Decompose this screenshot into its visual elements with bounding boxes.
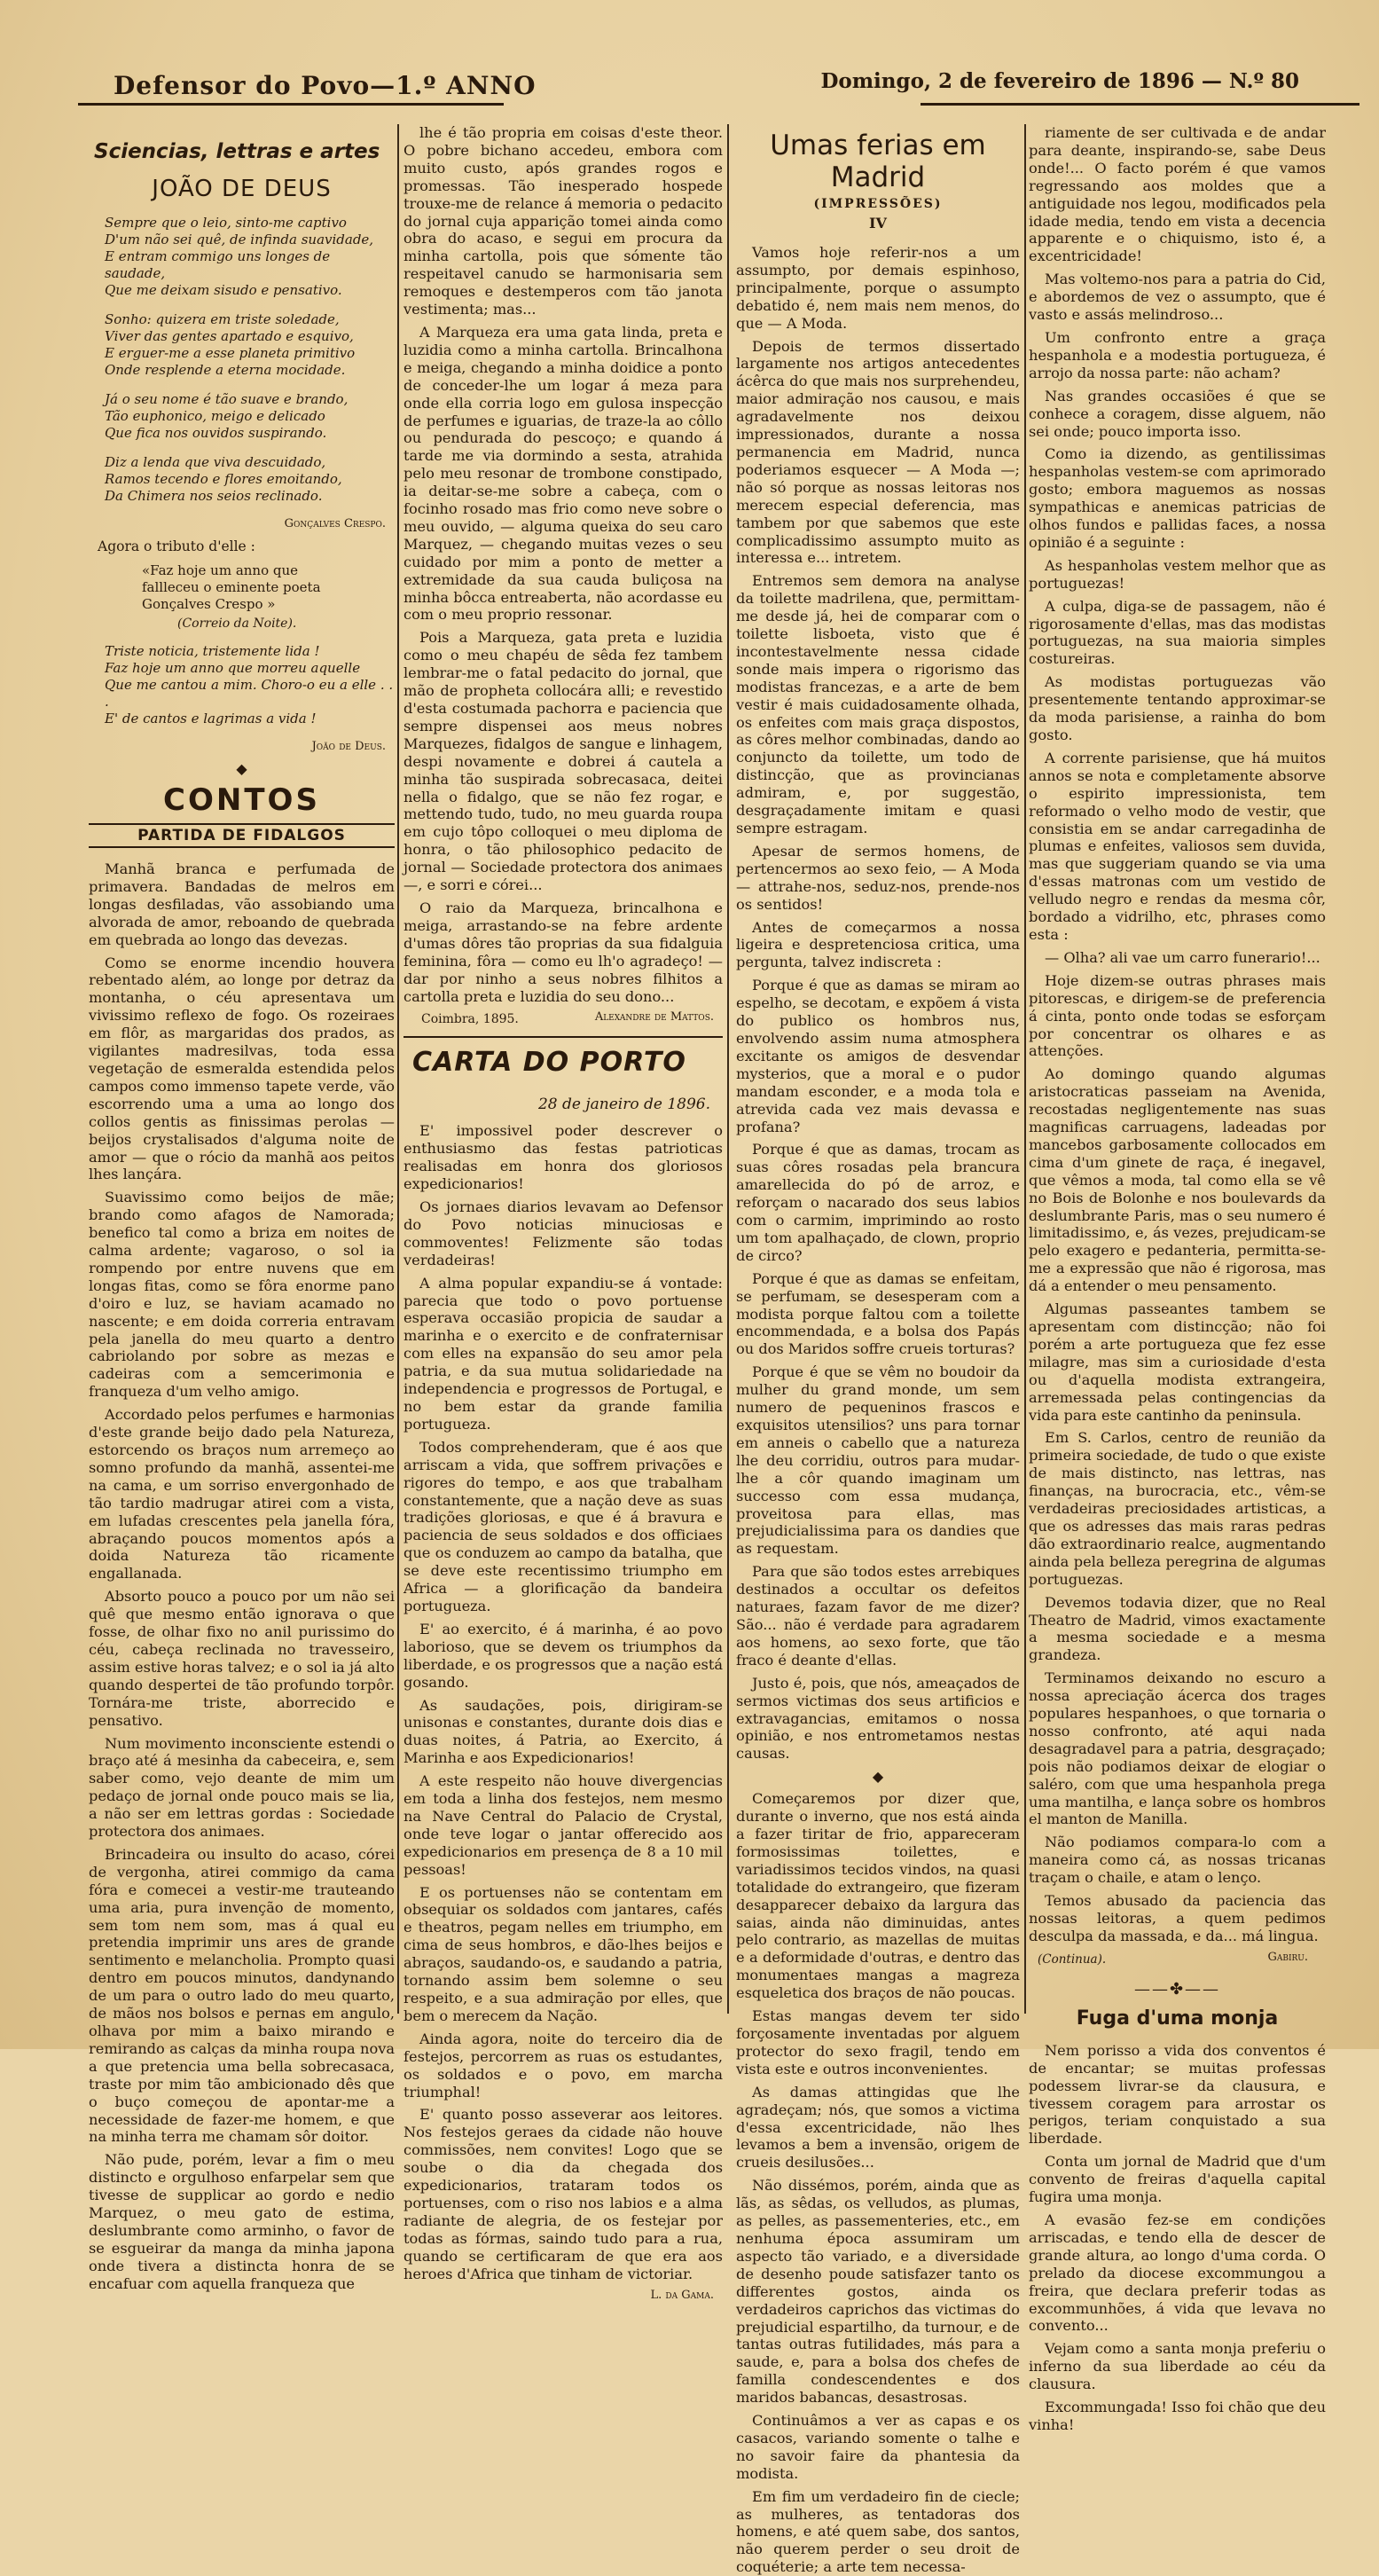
article-body [404, 1122, 723, 2282]
paragraph: Suavissimo como beijos de mãe; brando como afagos de Namorada; benefico tal como a briza em noites de calma ardente; vagaroso, o sol ia rompendo por entre nuvens que em longas fitas, como se fôra enorme pano d'oiro e luz, se haviam acamado no nascente; e em doida correria entravam pela janella do meu quarto a dentro cabriolando por sobre as mezas e cadeiras com a semcerimonia e franqueza d'um velho amigo. [89, 1189, 395, 1401]
paragraph: Antes de começarmos a nossa ligeira e despretenciosa critica, uma pergunta, talvez indiscreta : [736, 918, 1020, 971]
paragraph: As damas attingidas que lhe agradeçam; nós, que somos a victima d'essa excentricidade, não lhes levamos a bem a invensão, origem de crueis desilusões... [736, 2083, 1020, 2172]
paragraph: Vejam como a santa monja preferiu o inferno da sua liberdade ao céu da clausura. [1029, 2340, 1326, 2393]
masthead-date: Domingo, 2 de fevereiro de 1896 — N.º 80 [820, 69, 1299, 93]
verse-line: Onde resplende a eterna mocidade. [105, 362, 346, 378]
verse-line: E erguer-me a esse planeta primitivo [105, 345, 356, 361]
article-body-continued [1029, 124, 1326, 1945]
paragraph: lhe é tão propria em coisas d'este theor. O pobre bichano accedeu, embora com muito custo, após grandes rogos e promessas. Tão inesperado hospede trouxe-me de relance á memoria o pedacito do jornal cuja apparição tomei ainda como obra do acaso, e segui em procura da minha cartolla, pois que sómente tão respeitavel canudo se harmonisaria sem remoques e destemperos com tão janota vestimenta; mas... [404, 124, 723, 318]
quote-source: (Correio da Noite). [177, 617, 297, 631]
masthead-rule-left [78, 103, 504, 106]
story-body-continued [404, 124, 723, 1005]
verse-line: Que me cantou a mim. Choro-o eu a elle . . . [105, 677, 394, 710]
paragraph: Os jornaes diarios levavam ao Defensor do Povo noticias minuciosas e commoventes! Felizmente são todas verdadeiras! [404, 1198, 723, 1268]
paragraph: A corrente parisiense, que há muitos annos se nota e completamente absorve o espirito impressionista, tem reformado o velho modo de vestir, que consistia em se andar carregadinha de plumas e enfeites, valiosos sem duvida, mas que suggeriam quando se via uma d'essas matronas com um vestido de velludo negro e rendas da mesma côr, bordado a vidrilho, etc, phrases como esta : [1029, 749, 1326, 943]
column-2 [404, 124, 723, 2302]
paragraph: Depois de termos dissertado largamente nos artigos antecedentes ácêrca do que mais nos surprehendeu, maior admiração nos causou, e mais agradavelmente nos deixou impressionados, durante a nossa permanencia em Madrid, nunca poderiamos esquecer — A Moda —; não só porque as nossas leitoras nos merecem especial deferencia, mas tambem por que sabemos que este complicadissimo assumpto muito as interessa e... intretem. [736, 337, 1020, 567]
paragraph: Justo é, pois, que nós, ameaçados de sermos victimas dos seus artificios e extravagancias, emitamos o nossa opinião, e nos entrometamos nestas causas. [736, 1674, 1020, 1763]
article-title: CARTA DO PORTO [412, 1047, 686, 1079]
paragraph: Porque é que as damas se miram ao espelho, se decotam, e expõem á vista do publico os hombros nus, envolvendo assim numa atmosphera excitante os amigos de desvendar mysterios, que a moral e o pudor mandam esconder, e a moda tola e atrevida cada vez mais devassa e profana? [736, 977, 1020, 1135]
paragraph: Não pude, porém, levar a fim o meu distincto e orgulhoso enfarpelar sem que tivesse de supplicar ao gordo e nedio Marquez, o meu gato de estima, deslumbrante como arminho, o favor de se esgueirar da manga da minha japona onde tivera a distincta honra de se encafuar com aquella franqueza que [89, 2151, 395, 2292]
section-heading: Sciencias, lettras e artes [94, 140, 380, 163]
paragraph: Absorto pouco a pouco por um não sei quê que mesmo então ignorava o que fosse, de olhar fixo no anil purissimo do céu, cabeça reclinada no travesseiro, assim estive horas talvez; e o sol ia já alto quando despertei de tão profundo torpôr. Tornára-me triste, aborrecido e pensativo. [89, 1588, 395, 1729]
column-3 [736, 124, 1020, 2576]
paragraph: As saudações, pois, dirigiram-se unisonas e constantes, durante dois dias e duas noites, á Patria, ao Exercito, á Marinha e aos Expedicionarios! [404, 1696, 723, 1767]
paragraph: Accordado pelos perfumes e harmonias d'este grande beijo dado pela Natureza, estorcendo os braços num arremeço ao somno profundo da manhã, assentei-me na cama, e um sorriso envergonhado de tão tardio madrugar atirei com a vista, em lufadas crescentes pela janella fóra, abraçando poucos momentos após a doida Natureza tão ricamente engallanada. [89, 1406, 395, 1583]
article-title: Umas ferias em Madrid [770, 130, 986, 193]
masthead-rule-right [921, 103, 1359, 106]
diamond-ornament: ◆ [236, 760, 247, 777]
story-body [89, 860, 395, 2293]
paragraph: Pois a Marqueza, gata preta e luzidia como o meu chapéu de sêda fez tambem lembrar-me o fatal pedacito do jornal, que mão de propheta collocára alli; e revestido d'esta costumada pachorra e paciencia que sempre dispensei aos meus nobres Marquezes, fidalgos de sangue e linhagem, despi novamente e dobrei á cautela a minha tão suspirada sobrecasaca, deitei nella o fidalgo, que se não fez rogar, e mettendo tudo, tudo, no meu guarda roupa em cujo tôpo colloquei o meu diploma de honra, o tão philosophico pedacito de jornal — Sociedade protectora dos animaes —, e sorri e córei... [404, 629, 723, 894]
continued-note: (Continua). [1038, 1952, 1107, 1967]
masthead-title: Defensor do Povo—1.º ANNO [114, 71, 537, 100]
ornament-divider: ——✤—— [1133, 1979, 1221, 1999]
paragraph: Porque é que as damas, trocam as suas côres rosadas pela brancura amarellecida do pó de arroz, e reforçam o nacarado dos seus labios com o carmim, imprimindo ao rosto um tom apalhaçado, de clown, proprio de circo? [736, 1141, 1020, 1264]
poem-stanza [105, 643, 395, 727]
column-rule [727, 124, 729, 2014]
paragraph: E' quanto posso asseverar aos leitores. Nos festejos geraes da cidade não houve commissões, nem convites! Logo que se soube o dia da chegada dos expedicionarios, trataram todos os portuenses, com o riso nos labios e a alma radiante de alegria, de os festejar por todas as fórmas, saindo tudo para a rua, quando se certificaram de que era aos heroes d'Africa que tinham de victoriar. [404, 2106, 723, 2282]
paragraph: Como ia dizendo, as gentilissimas hespanholas vestem-se com aprimorado gosto; embora maguemos as nossas sympathicas e anemicas patricias de olhos fundos e pallidas faces, a nossa opinião é a seguinte : [1029, 445, 1326, 551]
paragraph: Terminamos deixando no escuro a nossa apreciação ácerca dos trages populares hespanhoes, o que tornaria o nosso confronto, até aqui nada desagradavel para a patria, desgraçado; pois não podiamos deixar de elogiar o saléro, com que uma hespanhola prega uma mantilha, e lança sobre os hombros el manton de Manilla. [1029, 1669, 1326, 1828]
article-body [736, 1790, 1020, 2576]
verse-line: Diz a lenda que viva descuidado, [105, 454, 326, 470]
paragraph: As hespanholas vestem melhor que as portuguezas! [1029, 556, 1326, 592]
paragraph: Vamos hoje referir-nos a um assumpto, por demais espinhoso, principalmente, porque o assumpto debatido é, nem mais nem menos, do que — A Moda. [736, 244, 1020, 332]
poem-stanza [105, 454, 395, 505]
verse-line: Viver das gentes apartado e esquivo, [105, 328, 354, 344]
poem-stanza [105, 391, 395, 442]
paragraph: E' ao exercito, é á marinha, é ao povo laborioso, que se devem os triumphos da liberdade, e os progressos que a nação está gosando. [404, 1620, 723, 1691]
signature: João de Deus. [311, 740, 386, 753]
paragraph: A evasão fez-se em condições arriscadas, e tendo ella de descer de grande altura, ao longo d'uma corda. O prelado da diocese excommungou a freira, que declara preferir todas as excommunhões, á vida que levava no convento... [1029, 2211, 1326, 2335]
paragraph: Todos comprehenderam, que é aos que arriscam a vida, que soffrem privações e rigores do tempo, e aos que trabalham constantemente, que a nação deve as suas tradições gloriosas, e que é á bravura e paciencia de seus soldados e dos officiaes que os conduzem ao campo da batalha, que se deve este recentissimo triumpho em Africa — a glorificação da bandeira portugueza. [404, 1438, 723, 1614]
author: Alexandre de Mattos. [594, 1010, 714, 1025]
verse-line: E' de cantos e lagrimas a vida ! [105, 711, 317, 726]
quote [142, 562, 395, 613]
article-title: JOÃO DE DEUS [152, 176, 332, 202]
paragraph: Excommungada! Isso foi chão que deu vinha! [1029, 2399, 1326, 2433]
article-body [736, 244, 1020, 1763]
paragraph: A culpa, diga-se de passagem, não é rigorosamente d'ellas, mas das modistas portuguezas, na sua maioria simples costureiras. [1029, 597, 1326, 668]
paragraph: Como se enorme incendio houvera rebentado além, ao longe por detraz da montanha, o céu apresentava um vivissimo reflexo de fogo. Os rozeiraes em flôr, as margaridas dos prados, as vigilantes madresilvas, toda essa vegetação de esmeralda estendida pelos campos como immenso tapete verde, vão escorrendo uma a uma ao longo dos collos gentis as finissimas perolas — beijos crystalisados d'alguma noite de amor — que o rócio da manhã aos peitos lhes lançára. [89, 954, 395, 1183]
paragraph: Manhã branca e perfumada de primavera. Bandadas de melros em longas desfiladas, vão assobiando uma alvorada de amor, reboando de quebrada em quebrada ao longo das devezas. [89, 860, 395, 948]
paragraph: Ao domingo quando algumas aristocraticas passeiam na Avenida, recostadas negligentemente nas suas magnificas carruagens, ladeadas por mancebos garbosamente collocados em cima d'um ginete de raça, é inegavel, que vêmos a moda, tal como ella se vê no Bois de Bolonhe e nos boulevards da deslumbrante Paris, mas o seu numero é limitadissimo, e, ás vezes, prejudicam-se pelo exagero e pedanteria, permitta-se-me a expressão que não é rigorosa, mas dá a entender o meu pensamento. [1029, 1065, 1326, 1295]
column-4 [1029, 124, 1326, 2433]
diamond-ornament: ◆ [872, 1768, 884, 1786]
column-1 [89, 124, 395, 2292]
paragraph: O raio da Marqueza, brincalhona e meiga, arrastando-se na febre ardente d'umas dôres tão proprias da sua fidalguia feminina, fôra — como eu lh'o agradeço! — dar por ninho a seus nobres filhitos a cartolla preta e luzidia do seu dono... [404, 899, 723, 1005]
paragraph: Conta um jornal de Madrid que d'um convento de freiras d'aquella capital fugira uma monja. [1029, 2153, 1326, 2206]
poem-stanza [105, 215, 395, 299]
paragraph: Nem porisso a vida dos conventos é de encantar; se muitas professas podessem livrar-se da clausura, e tivessem coragem para arrostar os perigos, teriam conquistado a sua liberdade. [1029, 2041, 1326, 2148]
paragraph: Em S. Carlos, centro de reunião da primeira sociedade, de tudo o que existe de mais distincto, nas lettras, nas finanças, na burocracia, etc., vêm-se verdadeiras preciosidades artisticas, a que os adresses das mais raras pedras dão extraordinario realce, augmentando ainda pela belleza peregrina de algumas portuguezas. [1029, 1429, 1326, 1588]
paragraph: E' impossivel poder descrever o enthusiasmo das festas patrioticas realisadas em honra dos gloriosos expedicionarios! [404, 1122, 723, 1193]
verse-line: E entram commigo uns longes de saudade, [105, 248, 331, 281]
masthead [78, 60, 1326, 114]
verse-line: «Faz hoje um anno que [142, 562, 299, 578]
paragraph: Começaremos por dizer que, durante o inverno, que nos está ainda a fazer tiritar de frio, appareceram formosissimas toilettes, e variadissimos tecidos vindos, na quasi totalidade do extrangeiro, que fizeram desapparecer debaixo da largura das saias, ainda não diminuidas, antes pelo contrario, as mazellas de muitas e a deformidade d'outras, e dentro das monumentaes mangas a magreza esqueletica dos braços de não poucas. [736, 1790, 1020, 2002]
paragraph: Brincadeira ou insulto do acaso, córei de vergonha, atirei commigo da cama fóra e comecei a vestir-me trauteando uma aria, pura invenção de momento, sem tom nem som, mas á qual eu pretendia imprimir uns ares de grande sentimento e melancholia. Prompto quasi dentro em poucos minutos, dandynando de um para o outro lado do meu quarto, de mãos nos bolsos e pernas em angulo, olhava por mim a baixo mirando e remirando as calças da minha roupa nova a que pretencia uma bella sobrecasaca, traste por mim tão ambicionado dês que o buço começou de apontar-me a necessidade de fazer-me homem, e que na minha terra me chamam sôr doitor. [89, 1845, 395, 2146]
story-title: PARTIDA DE FIDALGOS [89, 823, 395, 848]
paragraph: riamente de ser cultivada e de andar para deante, inspirando-se, sabe Deus onde!... O facto porém é que vamos regressando aos moldes que a antiguidade nos legou, modificados pela idade media, tendo em vista a decencia apparente e o chiquismo, isto é, a excentricidade! [1029, 124, 1326, 265]
paragraph: Em fim um verdadeiro fin de ciecle; as mulheres, as tentadoras dos homens, e até quem sabe, dos santos, não querem perder o seu droit de coquéterie; a arte tem necessa- [736, 2487, 1020, 2576]
letter-date: 28 de janeiro de 1896. [537, 1096, 710, 1114]
paragraph: E os portuenses não se contentam em obsequiar os soldados com jantares, cafés e theatros, pegam nelles em triumpho, em cima de seus hombros, e dão-lhes beijos e abraços, saudando-os, e saudando a patria, tornando assim bem solemne o seu respeito, e a sua admiração por elles, que bem o merecem da Nação. [404, 1883, 723, 2024]
verse-line: Faz hoje um anno que morreu aquelle [105, 660, 361, 676]
paragraph: Entremos sem demora na analyse da toilette madrilena, que, permittam-me desde já, hei de comparar com o toilette lisboeta, visto que é incontestavelmente nessa cidade sonde mais impera o rigorismo das modistas francezas, e a arte de bem vestir é mais cuidadosamente olhada, os enfeites com mais graça dispostos, as côres melhor combinadas, dando ao conjuncto da toilette, um todo de distincção, que as provincianas admiram, e, por suggestão, desgraçadamente imitam e quasi sempre estragam. [736, 572, 1020, 836]
article-title: Fuga d'uma monja [1076, 2007, 1279, 2030]
poem-stanza [105, 311, 395, 379]
paragraph: Ainda agora, noite do terceiro dia de festejos, percorrem as ruas os estudantes, os soldados e o povo, em marcha triumphal! [404, 2030, 723, 2101]
signature: Gonçalves Crespo. [284, 517, 386, 530]
paragraph: A este respeito não houve divergencias em toda a linha dos festejos, nem mesmo na Nave Central do Palacio de Crystal, onde teve logar o jantar offerecido aos expedicionarios em presença de 8 a 10 mil pessoas! [404, 1772, 723, 1878]
verse-line: Triste noticia, tristemente lida ! [105, 643, 320, 659]
paragraph: Nas grandes occasiões é que se conhece a coragem, disse alguem, não sei onde; pouco importa isso. [1029, 387, 1326, 440]
verse-line: Gonçalves Crespo » [142, 596, 276, 612]
paragraph: Não podiamos compara-lo com a maneira como cá, as nossas tricanas traçam o chaile, e atam o lenço. [1029, 1834, 1326, 1887]
paragraph: Devemos todavia dizer, que no Real Theatro de Madrid, vimos exactamente a mesma sociedade e a mesma grandeza. [1029, 1593, 1326, 1664]
divider [404, 1036, 723, 1038]
paragraph: Não dissémos, porém, ainda que as lãs, as sêdas, os velludos, as plumas, as pelles, as passementeries, etc., em nenhuma época assumiram um aspecto tão variado, e a diversidade de desenho poude satisfazer tanto os differentes gostos, ainda os verdadeiros caprichos das victimas do prejudicial espartilho, da turnour, e de tantas outras futilidades, más para a saude, e, para a bolsa dos chefes de familla condescendentes e dos maridos babancas, desastrosas. [736, 2177, 1020, 2407]
column-rule [397, 124, 399, 2014]
article-subtitle: (IMPRESSÕES) [813, 197, 943, 211]
verse-line: D'um não sei quê, de infinda suavidade, [105, 232, 374, 247]
dateline-place: Coimbra, 1895. [421, 1012, 519, 1027]
section-heading-contos: CONTOS [163, 782, 320, 818]
paragraph: Estas mangas devem ter sido forçosamente inventadas por alguem protector do sexo fragil, tendo em vista este e outros inconvenientes. [736, 2007, 1020, 2077]
verse-line: Tão euphonico, meigo e delicado [105, 408, 325, 424]
paragraph: Num movimento inconsciente estendi o braço até á mesinha da cabeceira, e, sem saber como, vejo deante de mim um pedaço de jornal onde pouco mais se lia, a não ser em lettras gordas : Sociedade protectora dos animaes. [89, 1734, 395, 1841]
paragraph: — Olha? ali vae um carro funerario!... [1045, 948, 1320, 966]
paragraph: Um confronto entre a graça hespanhola e a modestia portugueza, é arrojo da nossa parte: não acham? [1029, 328, 1326, 381]
paragraph: Temos abusado da paciencia das nossas leitoras, a quem pedimos desculpa da massada, e da... má lingua. [1029, 1892, 1326, 1944]
tribute-line: Agora o tributo d'elle : [98, 538, 255, 554]
part-number: IV [869, 215, 887, 232]
verse-line: fallleceu o eminente poeta [142, 579, 321, 595]
signature: Gabiru. [1267, 1950, 1308, 1964]
paragraph: Apesar de sermos homens, de pertencermos ao sexo feio, — A Moda — attrahe-nos, seduz-nos, prende-nos os sentidos! [736, 842, 1020, 913]
paragraph: A alma popular expandiu-se á vontade: parecia que todo o povo portuense esperava occasião propicia de saudar a marinha e o exercito e de confraternisar com elles na expansão do seu amor pela patria, e da sua mutua solidariedade na independencia e progressos de Portugal, e no bem estar da grande familia portugueza. [404, 1274, 723, 1433]
verse-line: Da Chimera nos seios reclinado. [105, 488, 323, 504]
verse-line: Que fica nos ouvidos suspirando. [105, 425, 327, 441]
paragraph: Algumas passeantes tambem se apresentam com distincção; não foi porém a arte portugueza que fez esse milagre, mas sim a curiosidade d'esta ou d'aquella modista extrangeira, arremessada pelas contingencias da vida para este cantinho da peninsula. [1029, 1300, 1326, 1424]
paragraph: Porque é que as damas se enfeitam, se perfumam, se desesperam com a modista porque faltou com a toilette encommendada, e a bolsa dos Papás ou dos Maridos soffre crueis torturas? [736, 1269, 1020, 1358]
paragraph: Para que são todos estes arrebiques destinados a occultar os defeitos naturaes, fazam favor de me dizer? São... não é verdade para agradarem aos homens, ao sexo forte, que tão fraco é deante d'ellas. [736, 1563, 1020, 1669]
verse-line: Sempre que o leio, sinto-me captivo [105, 215, 347, 231]
paragraph: Mas voltemo-nos para a patria do Cid, e abordemos de vez o assumpto, que é vasto e assás melindroso... [1029, 271, 1326, 324]
article-body [1029, 2042, 1326, 2434]
verse-line: Que me deixam sisudo e pensativo. [105, 282, 342, 298]
paragraph: As modistas portuguezas vão presentemente tentando approximar-se da moda parisiense, a rainha do bom gosto. [1029, 673, 1326, 743]
paragraph: A Marqueza era uma gata linda, preta e luzidia como a minha cartolla. Brincalhona e meiga, chegando a minha doidice a ponto de conceder-lhe um logar á meza para onde ella corria logo em gulosa inspecção de perfumes e iguarias, de traze-la ao côllo ou pendurada do pescoço; e quando á tarde me via dormindo a sesta, atrahida pelo meu resonar de trombone constipado, ia deitar-se-me sobre a cabeça, com o focinho rosado mas frio como neve sobre o meu ouvido, — alguma queixa do seu caro Marquez, — chegando muitas vezes o seu cuidado por mim a ponto de metter a extremidade da sua cauda buliçosa na minha bôcca entreaberta, não acordasse eu com o meu proprio ressonar. [404, 323, 723, 624]
verse-line: Ramos tecendo e flores emoitando, [105, 471, 342, 487]
column-rule [1024, 124, 1026, 2014]
paragraph: Continuâmos a ver as capas e os casacos, variando somente o talhe e no savoir faire da phantesia da modista. [736, 2412, 1020, 2482]
verse-line: Sonho: quizera em triste soledade, [105, 311, 340, 327]
paragraph: Porque é que se vêm no boudoir da mulher du grand monde, um sem numero de pequeninos frascos e exquisitos utensilios? uns para tornar em anneis o cabello que a natureza lhe deu corridiu, outros para mudar-lhe a côr quando imaginam um successo com essa mudança, proveitosa para ellas, mas prejudicialissima para os dandies que as requestam. [736, 1363, 1020, 1558]
verse-line: Já o seu nome é tão suave e brando, [105, 391, 349, 407]
paragraph: Hoje dizem-se outras phrases mais pitorescas, e dirigem-se de preferencia á cinta, ponto onde todas se esforçam por concentrar os olhares e as attenções. [1029, 971, 1326, 1060]
signature: L. da Gama. [650, 2288, 714, 2302]
